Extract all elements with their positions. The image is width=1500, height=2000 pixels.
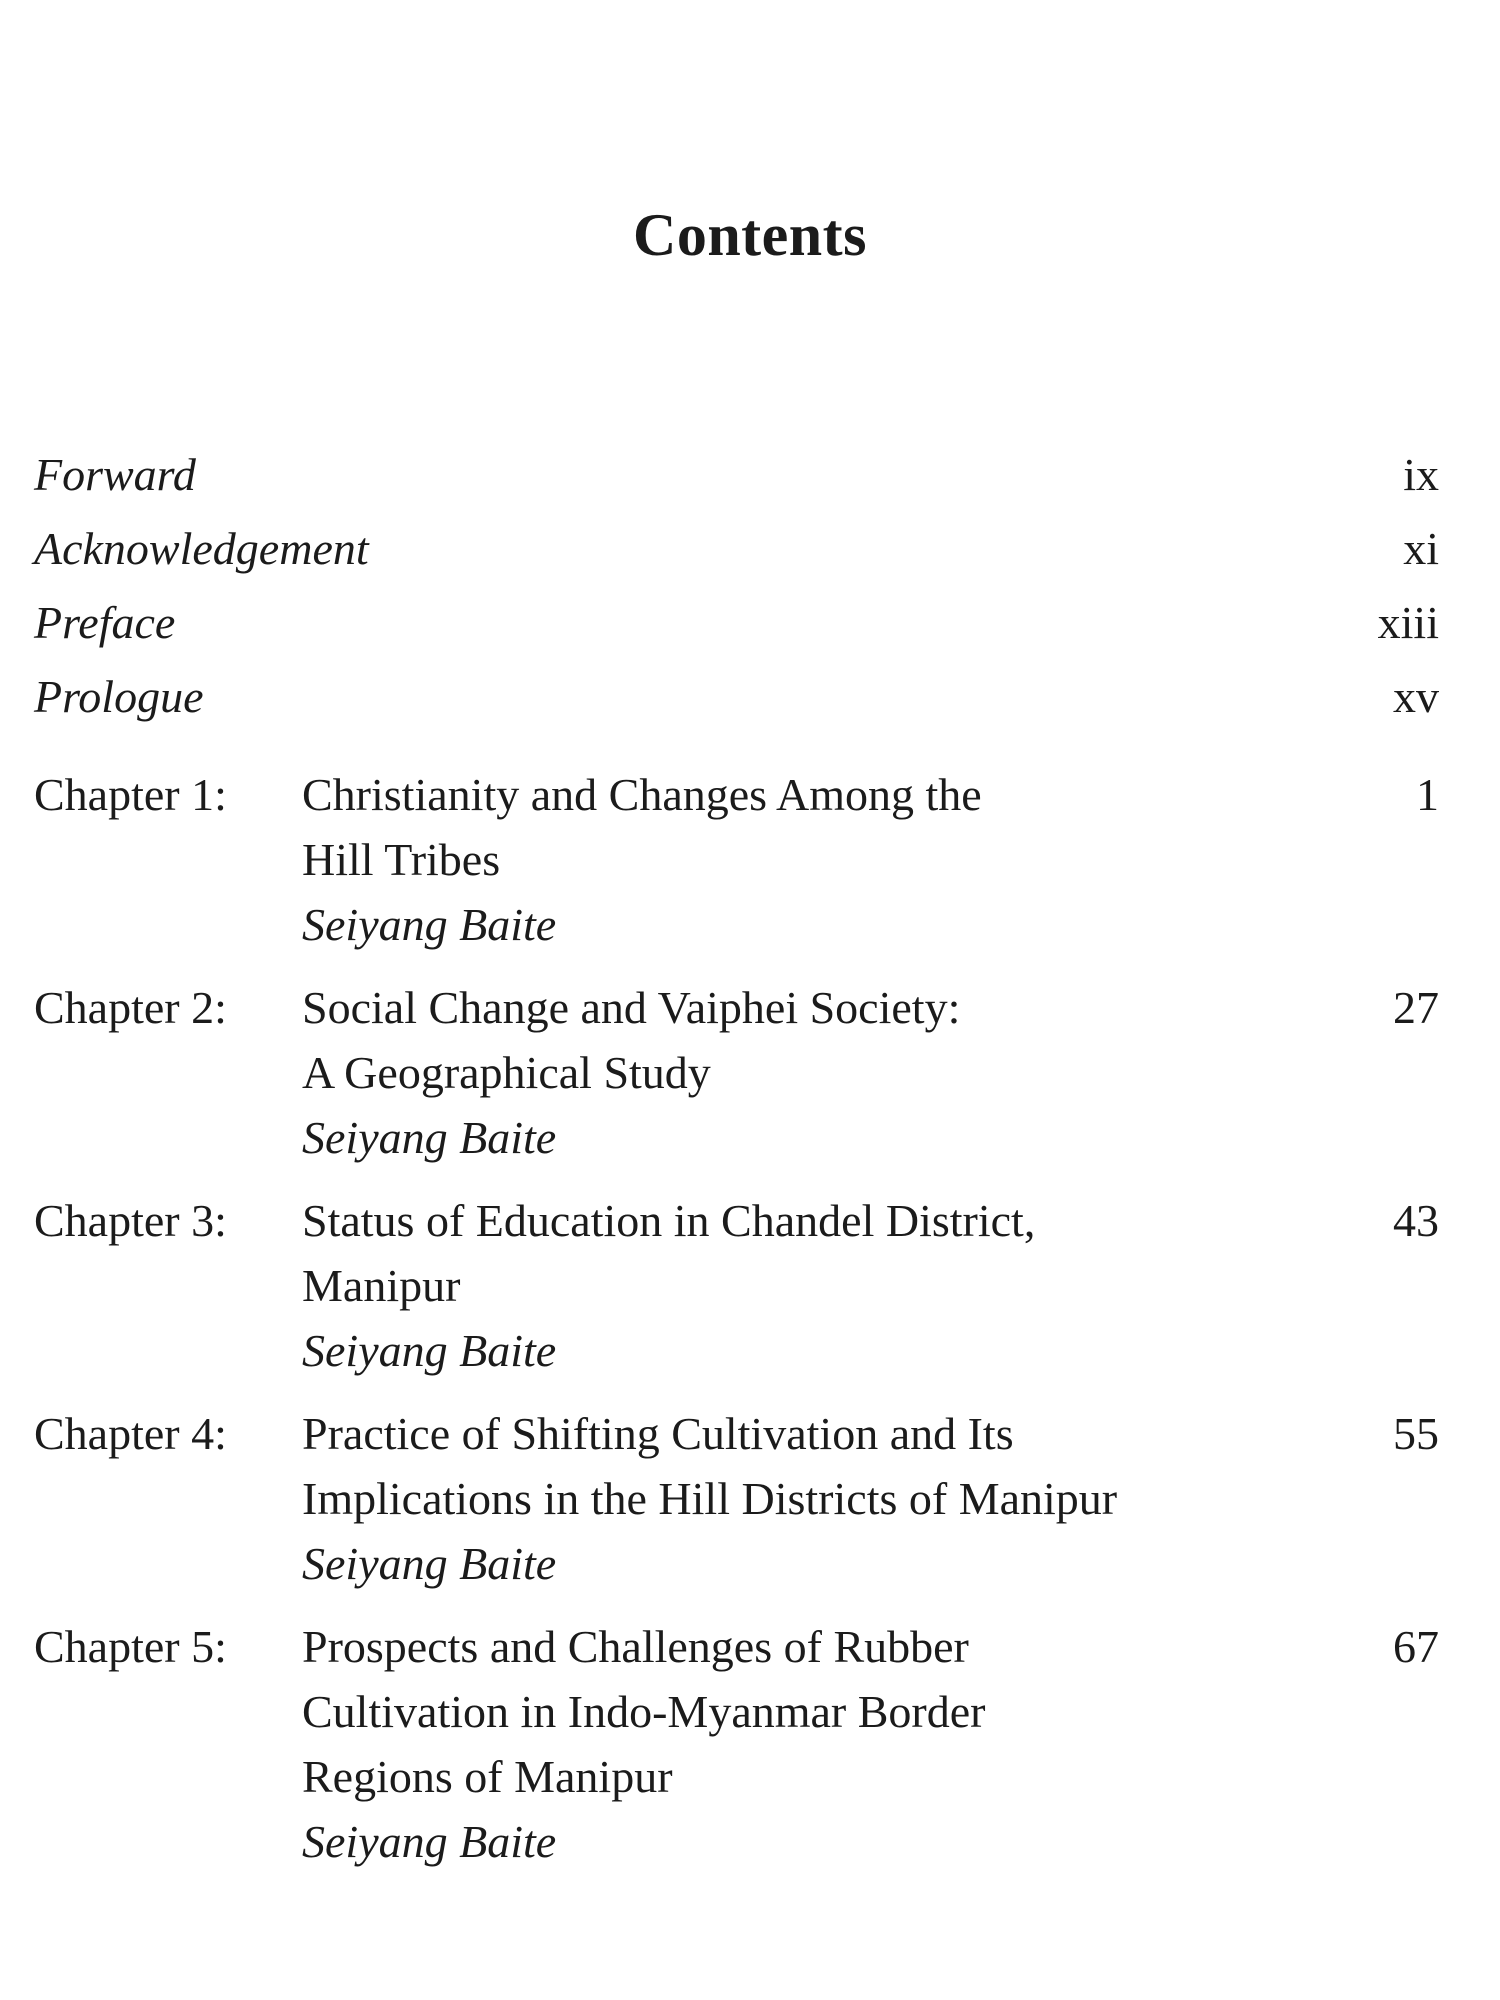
chapter-entry-3	[34, 1188, 1439, 1383]
chapter-title-line: Regions of Manipur	[302, 1751, 673, 1802]
chapter-list	[34, 762, 1439, 1892]
front-matter-label: Preface	[34, 597, 176, 648]
chapter-author: Seiyang Baite	[302, 1325, 557, 1376]
chapter-title-line: Manipur	[302, 1260, 461, 1311]
chapter-entry-4	[34, 1401, 1439, 1596]
chapter-page-number: 43	[1393, 1195, 1439, 1246]
front-matter-page-number: xi	[1403, 523, 1439, 574]
chapter-title-line: Prospects and Challenges of Rubber	[302, 1621, 969, 1672]
chapter-title-line: Status of Education in Chandel District,	[302, 1195, 1036, 1246]
chapter-title-line: Cultivation in Indo-Myanmar Border	[302, 1686, 986, 1737]
chapter-title-line: Practice of Shifting Cultivation and Its	[302, 1408, 1014, 1459]
chapter-page-number: 67	[1393, 1621, 1439, 1672]
chapter-title-line: Hill Tribes	[302, 834, 501, 885]
chapter-entry-2	[34, 975, 1439, 1170]
chapter-body	[302, 1614, 1322, 1874]
front-matter-page-number: xv	[1393, 671, 1439, 722]
chapter-number: Chapter 1:	[34, 769, 227, 820]
chapter-body	[302, 762, 1322, 957]
chapter-number: Chapter 3:	[34, 1195, 227, 1246]
front-matter-item-forward	[34, 445, 1439, 519]
chapter-entry-5	[34, 1614, 1439, 1874]
front-matter-item-acknowledgement	[34, 519, 1439, 593]
chapter-body	[302, 975, 1322, 1170]
chapter-page-number: 55	[1393, 1408, 1439, 1459]
chapter-number: Chapter 4:	[34, 1408, 227, 1459]
front-matter-page-number: xiii	[1377, 597, 1439, 648]
chapter-title-line: Social Change and Vaiphei Society:	[302, 982, 961, 1033]
front-matter-list	[34, 445, 1439, 741]
chapter-title-line: Christianity and Changes Among the	[302, 769, 982, 820]
chapter-entry-1	[34, 762, 1439, 957]
chapter-author: Seiyang Baite	[302, 1816, 557, 1867]
chapter-title-line: A Geographical Study	[302, 1047, 711, 1098]
front-matter-item-prologue	[34, 667, 1439, 741]
chapter-number: Chapter 5:	[34, 1621, 227, 1672]
chapter-body	[302, 1188, 1322, 1383]
chapter-page-number: 27	[1393, 982, 1439, 1033]
chapter-body	[302, 1401, 1322, 1596]
front-matter-label: Acknowledgement	[34, 523, 369, 574]
chapter-number: Chapter 2:	[34, 982, 227, 1033]
chapter-page-number: 1	[1416, 769, 1439, 820]
front-matter-label: Prologue	[34, 671, 204, 722]
front-matter-label: Forward	[34, 449, 196, 500]
chapter-title-line: Implications in the Hill Districts of Manipur	[302, 1473, 1118, 1524]
front-matter-item-preface	[34, 593, 1439, 667]
page-title: Contents	[632, 202, 867, 268]
chapter-author: Seiyang Baite	[302, 899, 557, 950]
chapter-author: Seiyang Baite	[302, 1112, 557, 1163]
front-matter-page-number: ix	[1403, 449, 1439, 500]
chapter-author: Seiyang Baite	[302, 1538, 557, 1589]
